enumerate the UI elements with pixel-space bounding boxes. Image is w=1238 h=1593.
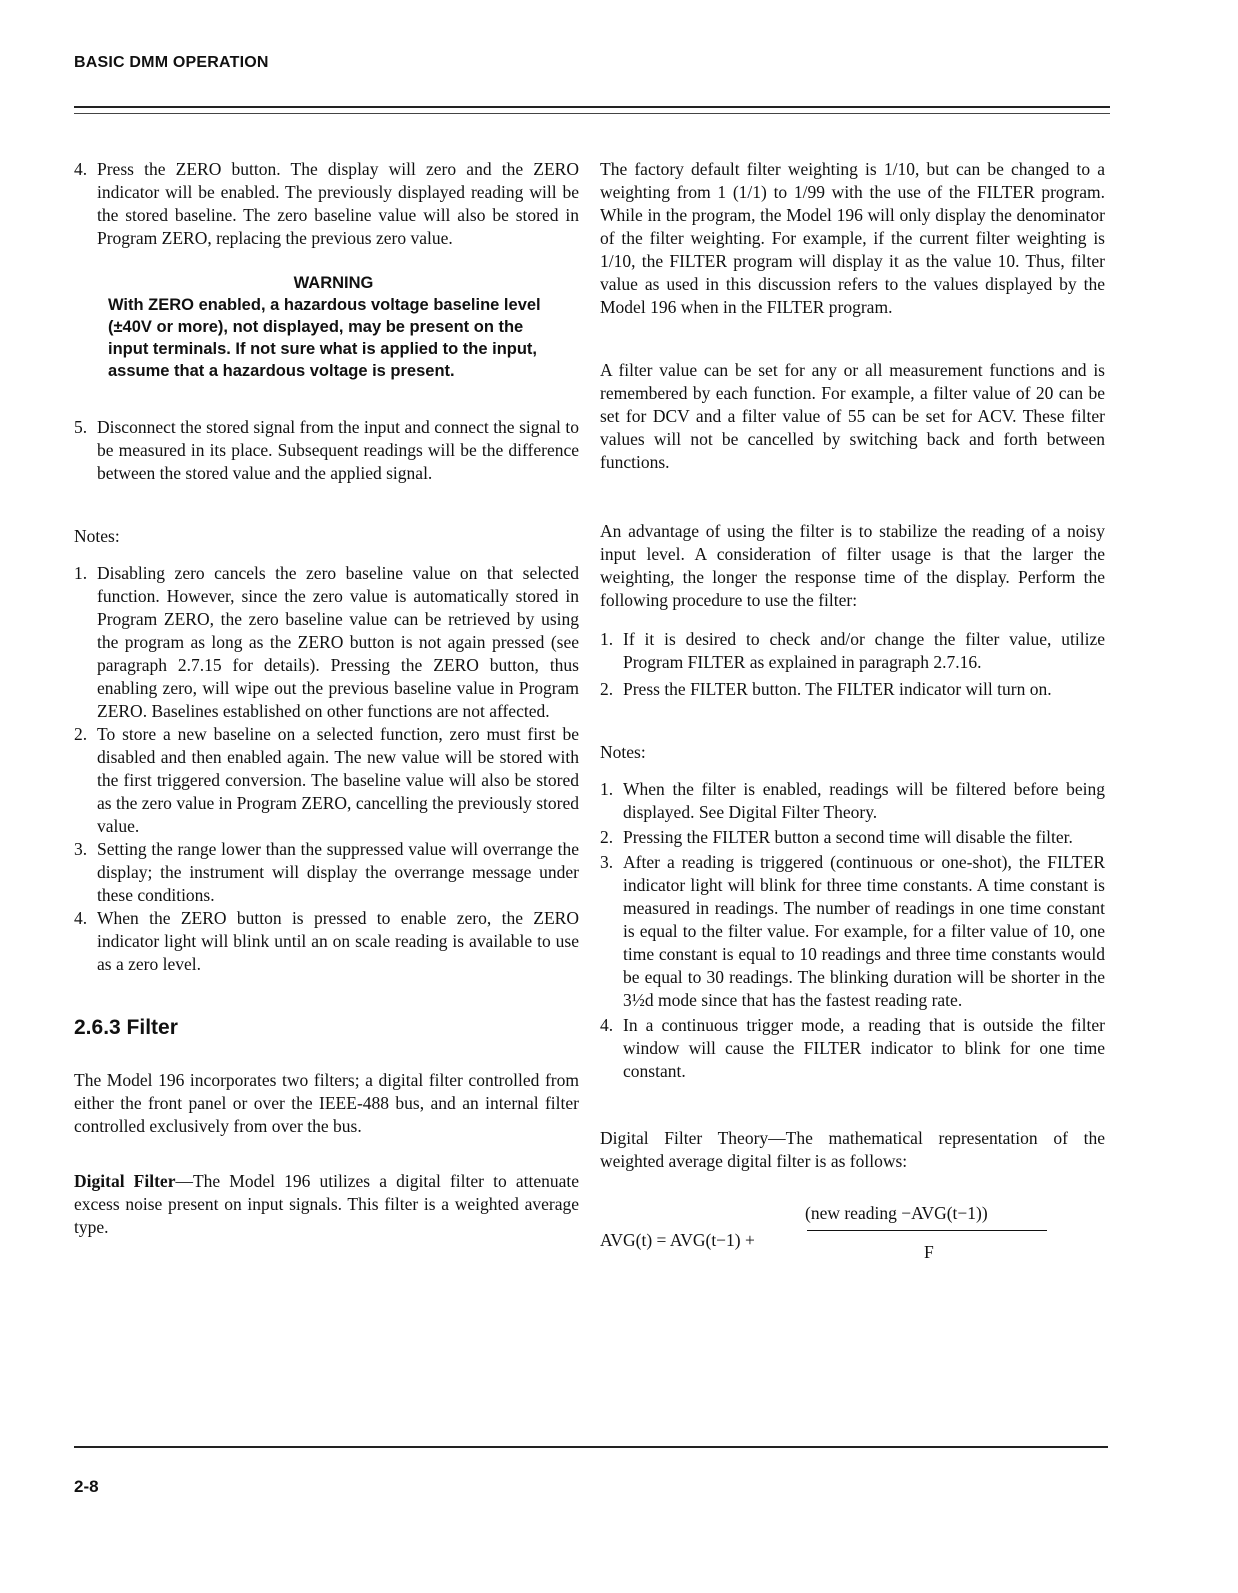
note-number: 3. [74, 839, 88, 859]
step-text: Press the FILTER button. The FILTER indicator will turn on. [623, 679, 1052, 699]
note-text: When the ZERO button is pressed to enable zero, the ZERO indicator light will blink until an on scale reading is available to use as a zero level. [97, 908, 579, 974]
note-text: Pressing the FILTER button a second time will disable the filter. [623, 827, 1073, 847]
digital-filter-paragraph [74, 1170, 579, 1239]
zero-steps-continued-2 [74, 416, 579, 485]
step-text: Disconnect the stored signal from the input and connect the signal to be measured in its place. Subsequent readings will be the difference between the stored value and the applied signal. [97, 417, 579, 483]
header-rule-thin [74, 113, 1110, 114]
equation-denominator: F [924, 1242, 934, 1262]
step-number: 5. [74, 417, 88, 437]
note-item [600, 778, 1105, 824]
header-rule [74, 106, 1110, 108]
step-text: Press the ZERO button. The display will zero and the ZERO indicator will be enabled. The previously displayed reading will be the stored baseline. The zero baseline value will also be stored in Program ZERO, replacing the previous zero value. [97, 159, 579, 248]
filter-steps-list [600, 628, 1105, 701]
notes-label: Notes: [600, 742, 646, 762]
page-header-title: BASIC DMM OPERATION [74, 54, 269, 71]
note-item [600, 1014, 1105, 1083]
note-text: To store a new baseline on a selected function, zero must first be disabled and then enabled again. The new value will be stored with the first triggered conversion. The baseline value will also be stored as the zero value in Program ZERO, cancelling the previously stored value. [97, 724, 579, 836]
filter-advantage-paragraph: An advantage of using the filter is to stabilize the reading of a noisy input level. A consideration of filter usage is that the larger the weighting, the longer the response time of the display. Perform the following procedure to use the filter: [600, 521, 1105, 610]
step-item [600, 628, 1105, 674]
warning-box [74, 272, 579, 382]
note-text: Setting the range lower than the suppressed value will overrange the display; the instrument will display the overrange message under these conditions. [97, 839, 579, 905]
note-text: After a reading is triggered (continuous or one-shot), the FILTER indicator light will blink for three time constants. A time constant is measured in readings. The number of readings in one time constant is equal to the filter value. For example, for a filter value of 10, one time constant is equal to 10 readings and three time constants would be equal to 30 readings. The blinking duration will be shorter in the 3½d mode since that has the fastest reading rate. [623, 852, 1105, 1010]
note-number: 4. [600, 1015, 614, 1035]
filter-intro-paragraph: The Model 196 incorporates two filters; a digital filter controlled from either the front panel or over the IEEE-488 bus, and an internal filter controlled exclusively from over the bus. [74, 1070, 579, 1136]
right-column [600, 158, 1105, 1275]
step-4 [74, 158, 579, 250]
filter-notes-list [600, 778, 1105, 1083]
note-text: When the filter is enabled, readings will be filtered before being displayed. See Digital Filter Theory. [623, 779, 1105, 822]
step-number: 1. [600, 629, 614, 649]
step-number: 2. [600, 679, 614, 699]
note-item [600, 826, 1105, 849]
note-item [600, 851, 1105, 1012]
note-number: 2. [74, 724, 88, 744]
digital-filter-text: —The Model 196 utilizes a digital filter to attenuate excess noise present on input signals. This filter is a weighted average type. [74, 1171, 580, 1237]
note-number: 2. [600, 827, 614, 847]
equation-numerator: (new reading −AVG(t−1)) [805, 1203, 988, 1223]
zero-notes-list [74, 562, 579, 976]
warning-text: With ZERO enabled, a hazardous voltage baseline level (±40V or more), not displayed, may be present on the input terminals. If not sure what is applied to the input, assume that a hazardous voltage is present. [108, 296, 541, 380]
equation-lhs: AVG(t) = AVG(t−1) + [600, 1230, 755, 1250]
warning-title: WARNING [293, 274, 374, 292]
page-number: 2-8 [74, 1477, 99, 1496]
note-text: In a continuous trigger mode, a reading that is outside the filter window will cause the FILTER indicator to blink for one time constant. [623, 1015, 1105, 1081]
footer-rule [74, 1446, 1108, 1448]
section-heading: 2.6.3 Filter [74, 1016, 178, 1039]
notes-label: Notes: [74, 526, 120, 546]
note-number: 3. [600, 852, 614, 872]
zero-steps-continued [74, 158, 579, 250]
note-number: 1. [74, 563, 88, 583]
left-column [74, 158, 579, 1239]
step-5 [74, 416, 579, 485]
note-item [74, 907, 579, 976]
step-text: If it is desired to check and/or change the filter value, utilize Program FILTER as explained in paragraph 2.7.16. [623, 629, 1105, 672]
note-item [74, 562, 579, 723]
note-item [74, 723, 579, 838]
fraction-bar [807, 1230, 1047, 1231]
weighted-average-equation [600, 1195, 1105, 1275]
note-text: Disabling zero cancels the zero baseline value on that selected function. However, since the zero value is automatically stored in Program ZERO, the zero baseline value can be retrieved by using the program as long as the ZERO button is not again pressed (see paragraph 2.7.15 for details). Pressing the ZERO button, thus enabling zero, will wipe out the previous baseline value in Program ZERO. Baselines established on other functions are not affected. [97, 563, 579, 721]
note-number: 4. [74, 908, 88, 928]
step-number: 4. [74, 159, 88, 179]
filter-weighting-paragraph: The factory default filter weighting is 1/10, but can be changed to a weighting from 1 (1/1) to 1/99 with the use of the FILTER program. While in the program, the Model 196 will only display the denominator of the filter weighting. For example, if the current filter weighting is 1/10, the FILTER program will display it as the value 10. Thus, filter value as used in this discussion refers to the values displayed by the Model 196 when in the FILTER program. [600, 159, 1105, 317]
filter-value-paragraph: A filter value can be set for any or all measurement functions and is remembered by each function. For example, a filter value of 20 can be set for DCV and a filter value of 55 can be set for ACV. These filter values will not be cancelled by switching back and forth between functions. [600, 360, 1105, 472]
step-item [600, 678, 1105, 701]
note-item [74, 838, 579, 907]
note-number: 1. [600, 779, 614, 799]
digital-filter-runin: Digital Filter [74, 1171, 176, 1191]
filter-theory-paragraph: Digital Filter Theory—The mathematical representation of the weighted average digital filter is as follows: [600, 1128, 1105, 1171]
